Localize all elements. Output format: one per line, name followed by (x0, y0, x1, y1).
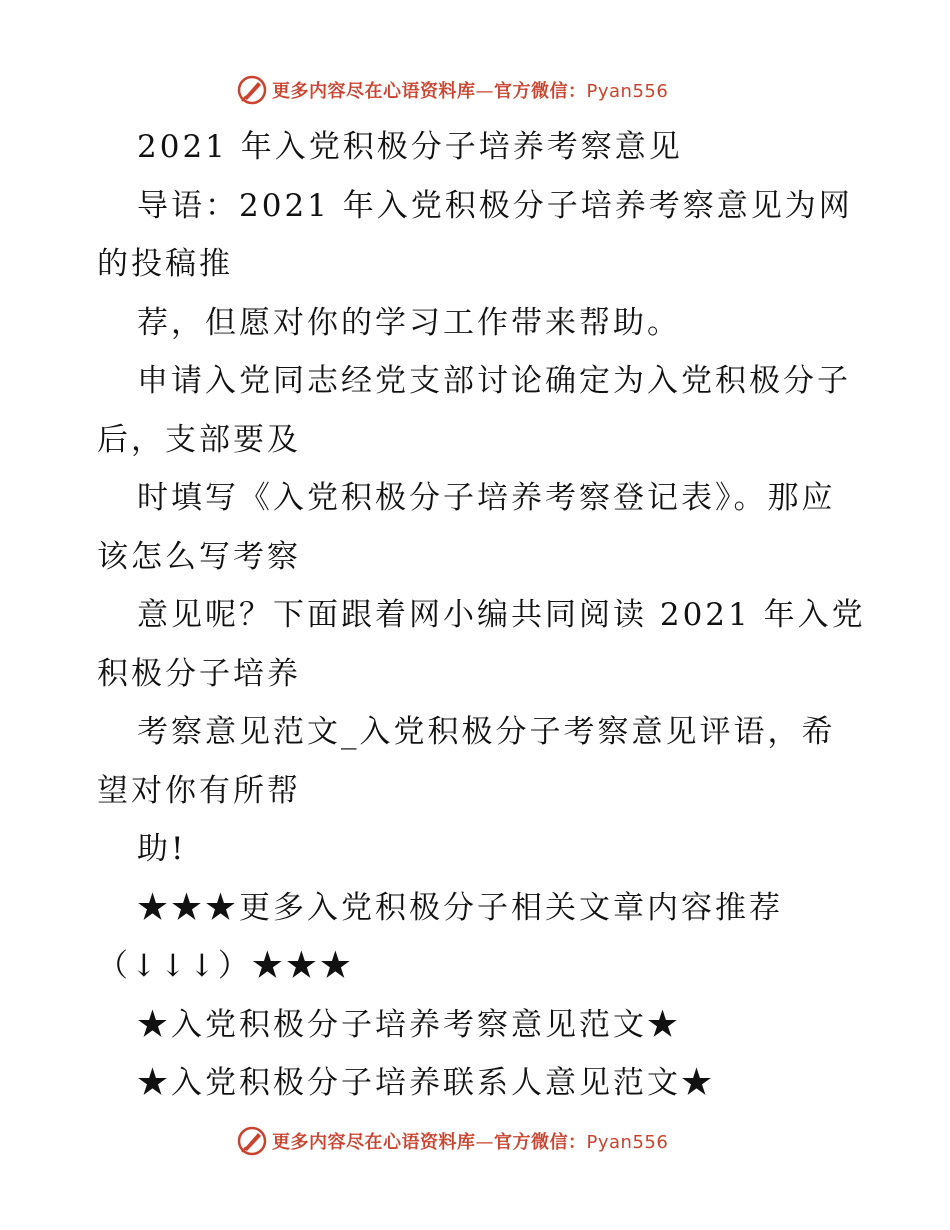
banner-handle: Pyan556 (586, 1132, 669, 1153)
text-line: 助! (137, 831, 187, 867)
text-line: 意见呢？下面跟着网小编共同阅读 2021 年入党 (137, 597, 866, 633)
text-line: ★入党积极分子培养联系人意见范文★ (137, 1065, 715, 1101)
text-line: 的投稿推 (97, 246, 233, 282)
banner-dash: — (475, 81, 494, 102)
text-line: 荐，但愿对你的学习工作带来帮助。 (137, 304, 681, 341)
text-line: 望对你有所帮 (97, 772, 301, 809)
header-banner (236, 73, 668, 107)
banner-site-text: 更多内容尽在心语资料库 (272, 81, 476, 102)
quill-logo-icon (236, 1125, 268, 1157)
text-line: （↓↓↓）★★★ (97, 948, 354, 984)
banner-dash: — (475, 1132, 494, 1153)
text-line: 后，支部要及 (97, 421, 301, 458)
banner-site-text: 更多内容尽在心语资料库 (272, 1132, 476, 1153)
document-body (97, 118, 866, 1113)
text-line: 2021 年入党积极分子培养考察意见 (137, 129, 683, 165)
text-line: ★入党积极分子培养考察意见范文★ (137, 1006, 681, 1043)
text-line: 时填写《入党积极分子培养考察登记表》。那应 (137, 480, 836, 516)
text-line: ★★★更多入党积极分子相关文章内容推荐 (137, 889, 783, 926)
text-line: 申请入党同志经党支部讨论确定为入党积极分子 (137, 363, 851, 399)
banner-official-label: 官方微信： (494, 81, 587, 102)
text-line: 考察意见范文_入党积极分子考察意见评语，希 (137, 714, 836, 750)
banner-official-label: 官方微信： (494, 1132, 587, 1153)
footer-banner (236, 1124, 668, 1158)
quill-logo-icon (236, 74, 268, 106)
text-line: 导语：2021 年入党积极分子培养考察意见为网 (137, 187, 853, 224)
text-line: 该怎么写考察 (97, 538, 301, 575)
text-line: 积极分子培养 (97, 655, 301, 692)
banner-handle: Pyan556 (586, 81, 669, 102)
